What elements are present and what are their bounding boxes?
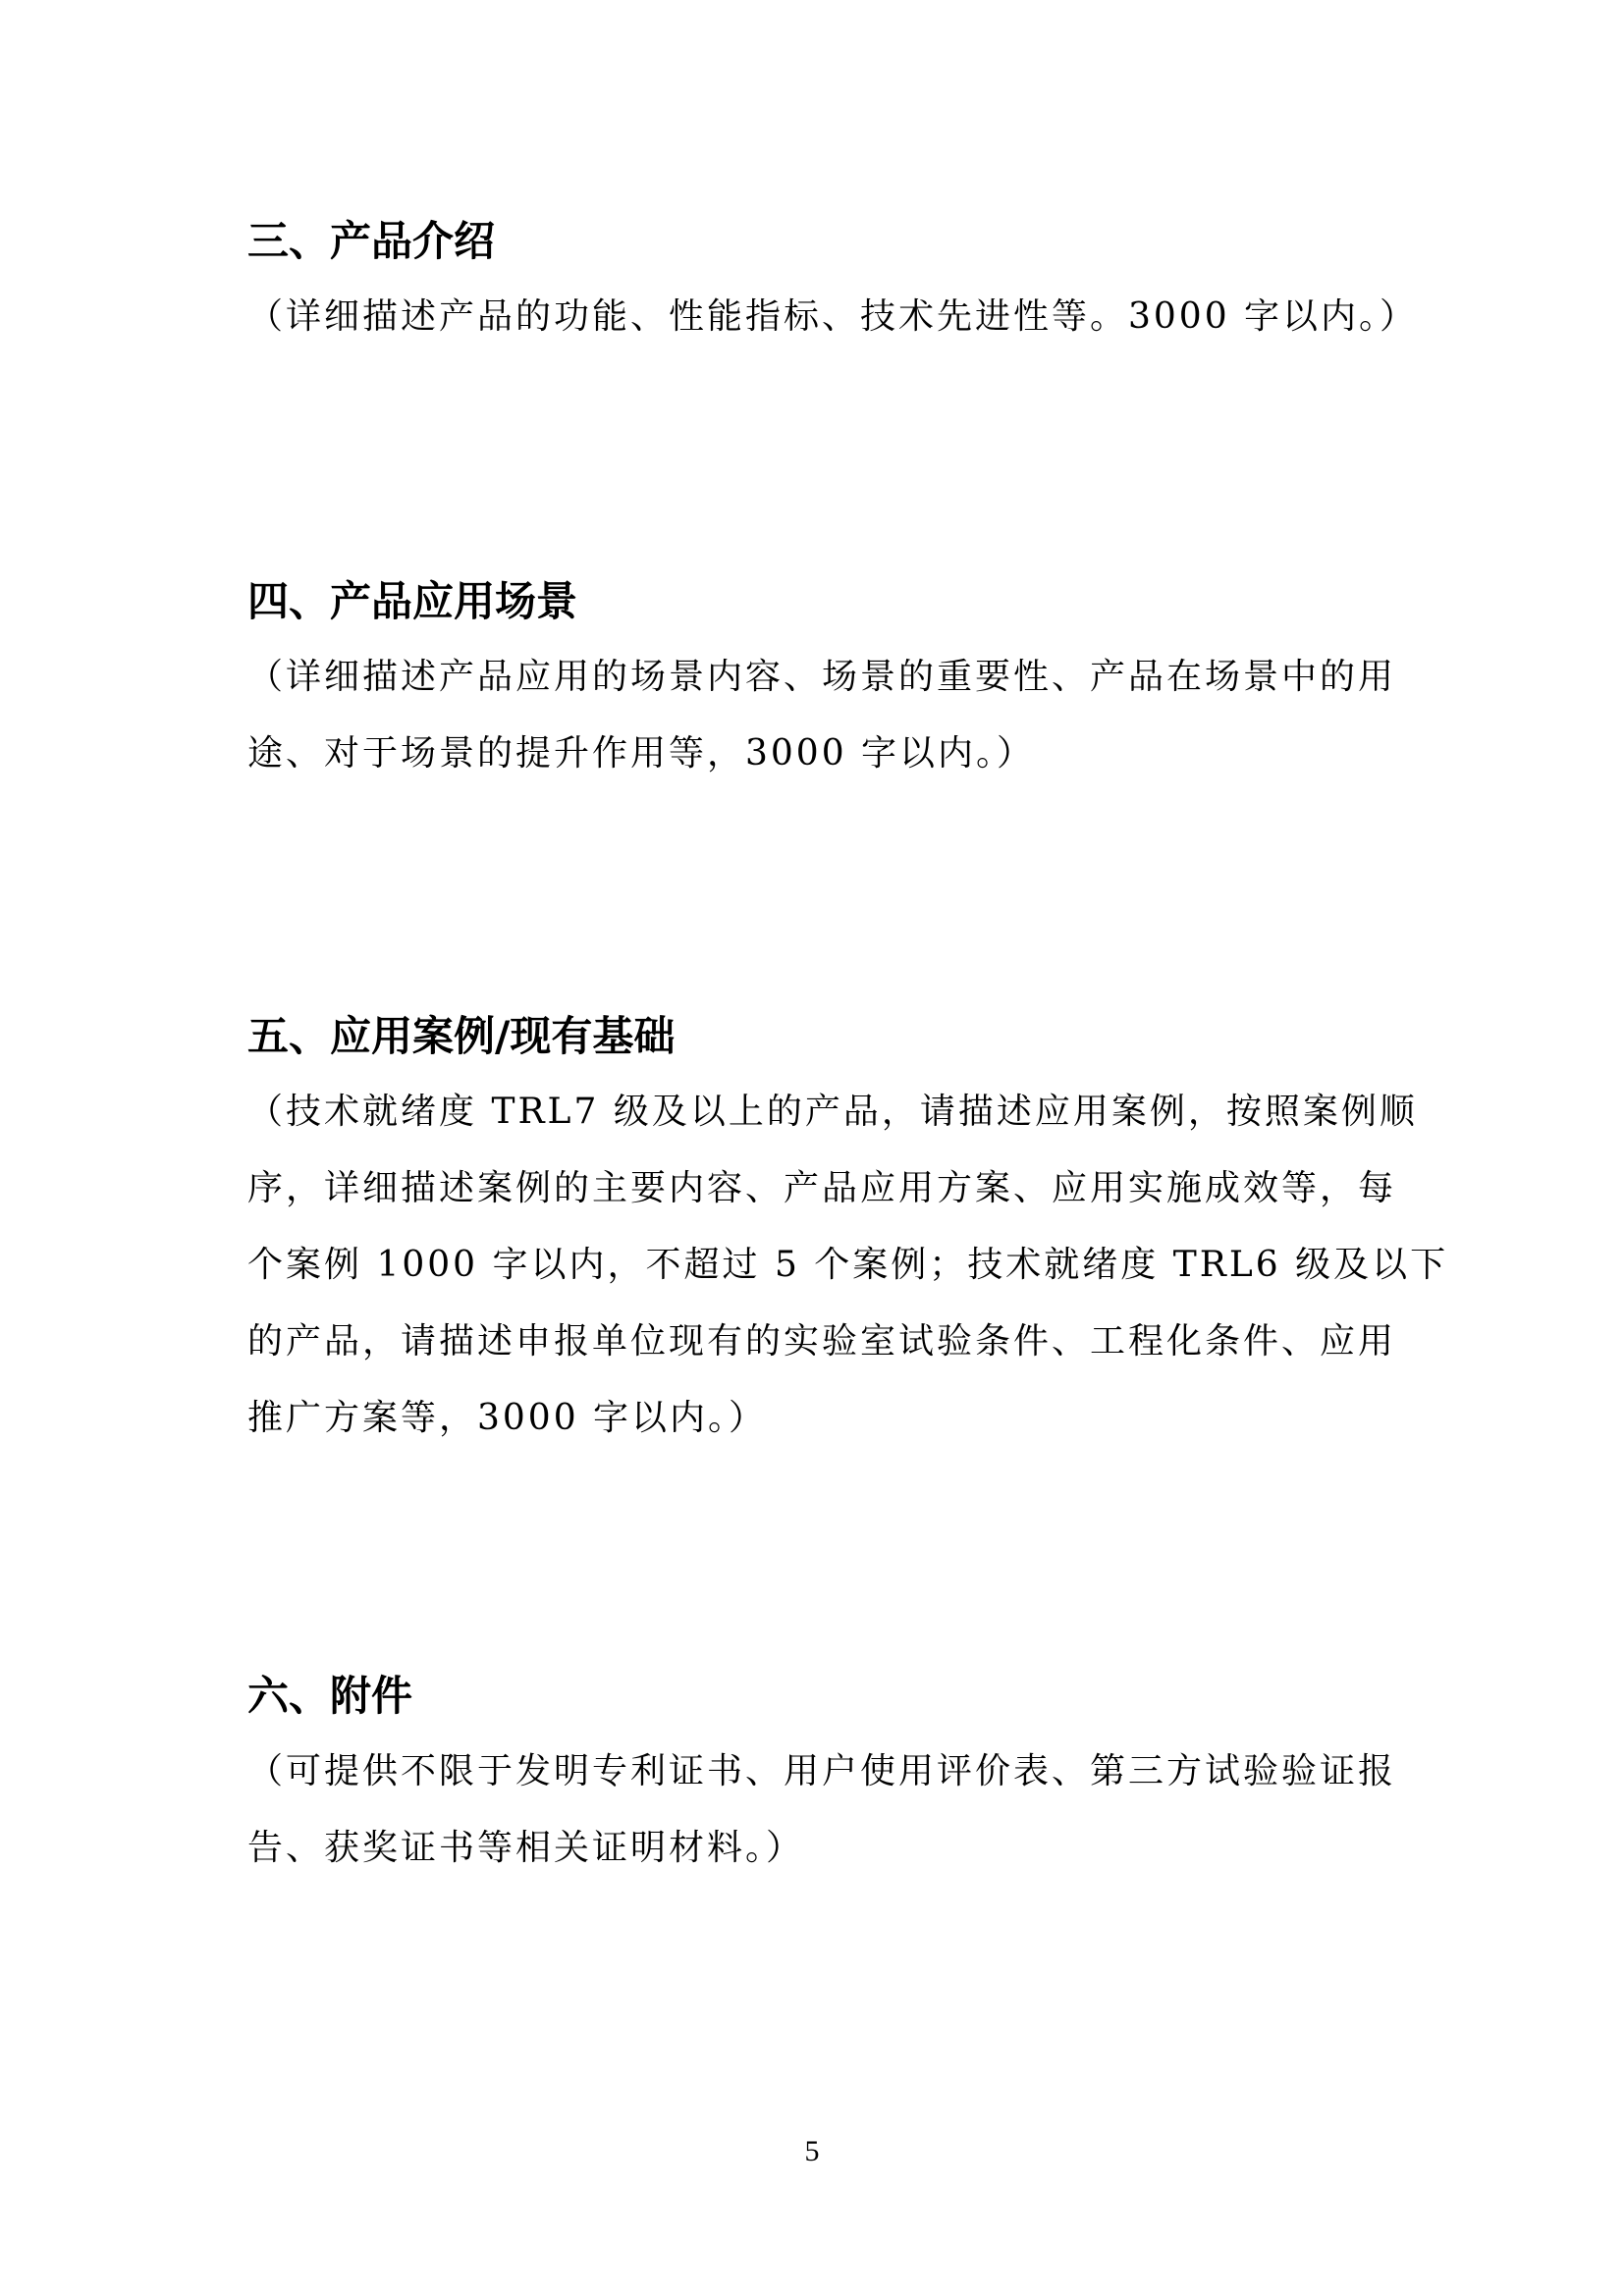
description-line: （详细描述产品的功能、性能指标、技术先进性等。3000 字以内。）	[247, 296, 1419, 337]
description-line: （可提供不限于发明专利证书、用户使用评价表、第三方试验验证报	[247, 1751, 1397, 1791]
section-product-intro	[247, 214, 1419, 355]
section-heading: 六、附件	[247, 1672, 413, 1720]
section-heading: 五、应用案例/现有基础	[247, 1012, 676, 1060]
section-heading: 四、产品应用场景	[247, 577, 578, 625]
description-line: 推广方案等，3000 字以内。）	[247, 1398, 768, 1438]
description-line: （详细描述产品应用的场景内容、场景的重要性、产品在场景中的用	[247, 657, 1397, 697]
section-application-cases	[247, 1009, 1449, 1457]
section-attachments	[247, 1669, 1397, 1887]
description-line: 告、获奖证书等相关证明材料。）	[247, 1828, 805, 1868]
description-line: 途、对于场景的提升作用等，3000 字以内。）	[247, 733, 1036, 774]
section-description	[247, 279, 1419, 355]
description-line: （技术就绪度 TRL7 级及以上的产品，请描述应用案例，按照案例顺	[247, 1092, 1418, 1132]
section-heading: 三、产品介绍	[247, 217, 496, 265]
description-line: 序，详细描述案例的主要内容、产品应用方案、应用实施成效等，每	[247, 1168, 1397, 1208]
section-description	[247, 1734, 1397, 1887]
section-description	[247, 1074, 1449, 1457]
section-description	[247, 639, 1397, 792]
page-number: 5	[804, 2135, 820, 2167]
section-application-scenarios	[247, 574, 1397, 792]
description-line: 个案例 1000 字以内，不超过 5 个案例；技术就绪度 TRL6 级及以下	[247, 1245, 1449, 1285]
description-line: 的产品，请描述申报单位现有的实验室试验条件、工程化条件、应用	[247, 1321, 1397, 1362]
